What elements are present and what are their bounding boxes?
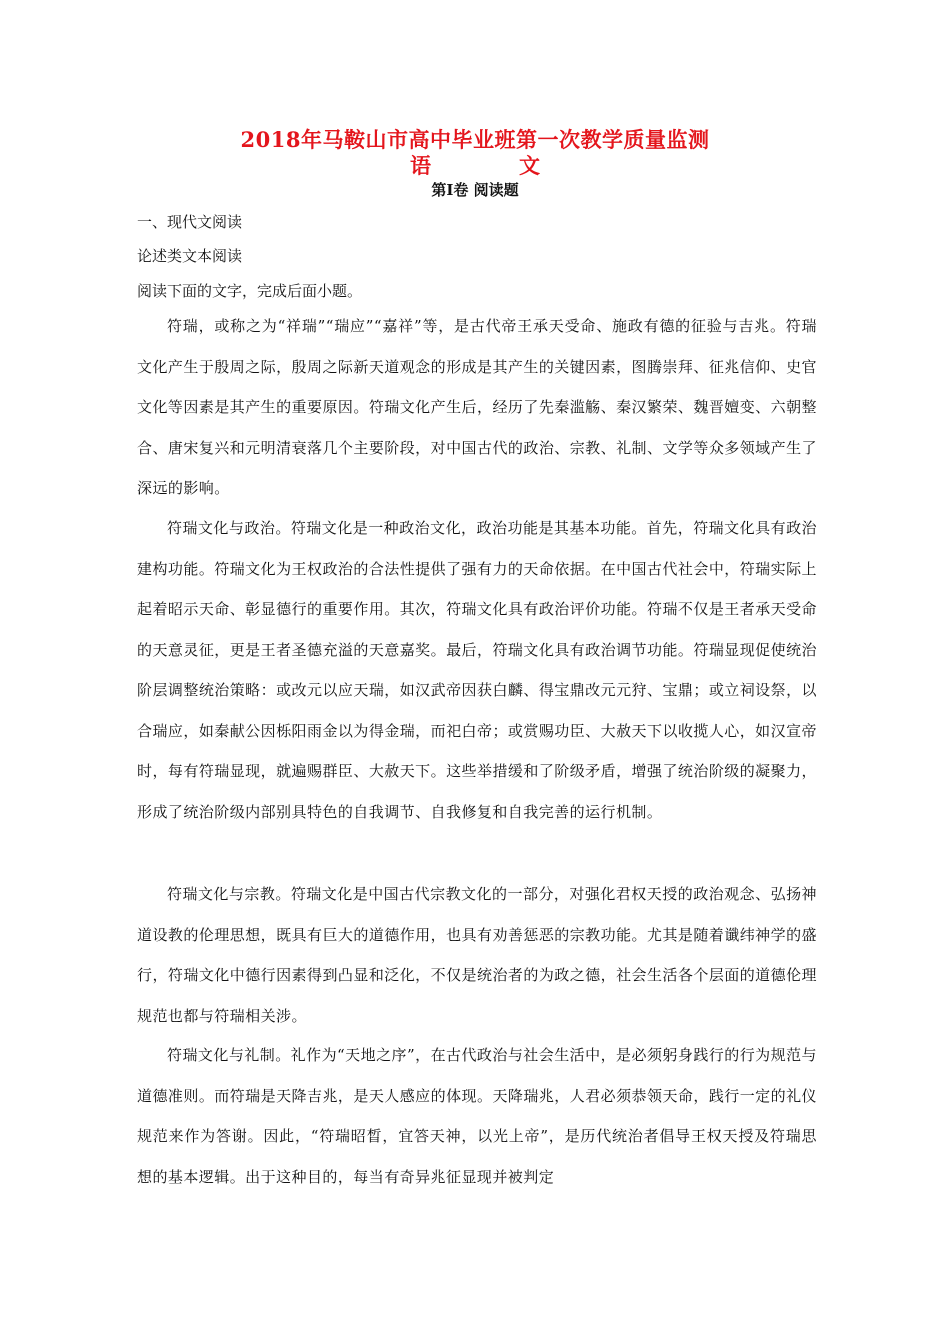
part-heading: 一、现代文阅读 bbox=[137, 213, 243, 231]
paragraph-rites: 符瑞文化与礼制。礼作为“天地之序”，在古代政治与社会生活中，是必须躬身践行的行为规范与道德准则。而符瑞是天降吉兆，是天人感应的体现。天降瑞兆，人君必须恭领天命，践行一定的礼仪规范来作为答谢。因此，“符瑞昭晳，宜答天神，以光上帝”，是历代统治者倡导王权天授及符瑞思想的基本逻辑。出于这种目的，每当有奇异兆征显现并被判定 bbox=[137, 1046, 817, 1186]
paragraph-politics: 符瑞文化与政治。符瑞文化是一种政治文化，政治功能是其基本功能。首先，符瑞文化具有政治建构功能。符瑞文化为王权政治的合法性提供了强有力的天命依据。在中国古代社会中，符瑞实际上起着昭示天命、彰显德行的重要作用。其次，符瑞文化具有政治评价功能。符瑞不仅是王者承天受命的天意灵征，更是王者圣德充溢的天意嘉奖。最后，符瑞文化具有政治调节功能。符瑞显现促使统治阶层调整统治策略：或改元以应天瑞，如汉武帝因获白麟、得宝鼎改元元狩、宝鼎；或立祠设祭，以合瑞应，如秦献公因栎阳雨金以为得金瑞，而祀白帝；或赏赐功臣、大赦天下以收揽人心，如汉宣帝时，每有符瑞显现，就遍赐群臣、大赦天下。这些举措缓和了阶级矛盾，增强了统治阶级的凝聚力，形成了统治阶级内部别具特色的自我调节、自我修复和自我完善的运行机制。 bbox=[137, 519, 817, 821]
section-title: 第Ⅰ卷 阅读题 bbox=[431, 181, 519, 199]
instruction-text: 阅读下面的文字，完成后面小题。 bbox=[137, 282, 363, 300]
paragraph-intro: 符瑞，或称之为“祥瑞”“瑞应”“嘉祥”等，是古代帝王承天受命、施政有德的征验与吉兆。符瑞文化产生于殷周之际，殷周之际新天道观念的形成是其产生的关键因素，图腾崇拜、征兆信仰、史官文化等因素是其产生的重要原因。符瑞文化产生后，经历了先秦滥觞、秦汉繁荣、魏晋嬗变、六朝整合、唐宋复兴和元明清衰落几个主要阶段，对中国古代的政治、宗教、礼制、文学等众多领域产生了深远的影响。 bbox=[137, 317, 817, 497]
subject-title bbox=[0, 150, 950, 180]
subject-title-left: 语 bbox=[410, 153, 431, 178]
exam-title: 2018年马鞍山市高中毕业班第一次教学质量监测 bbox=[240, 127, 710, 152]
subpart-heading: 论述类文本阅读 bbox=[137, 247, 243, 265]
subject-title-right: 文 bbox=[519, 153, 540, 178]
paragraph-religion: 符瑞文化与宗教。符瑞文化是中国古代宗教文化的一部分，对强化君权天授的政治观念、弘扬神道设教的伦理思想，既具有巨大的道德作用，也具有劝善惩恶的宗教功能。尤其是随着谶纬神学的盛行，符瑞文化中德行因素得到凸显和泛化，不仅是统治者的为政之德，社会生活各个层面的道德伦理规范也都与符瑞相关涉。 bbox=[137, 885, 817, 1025]
